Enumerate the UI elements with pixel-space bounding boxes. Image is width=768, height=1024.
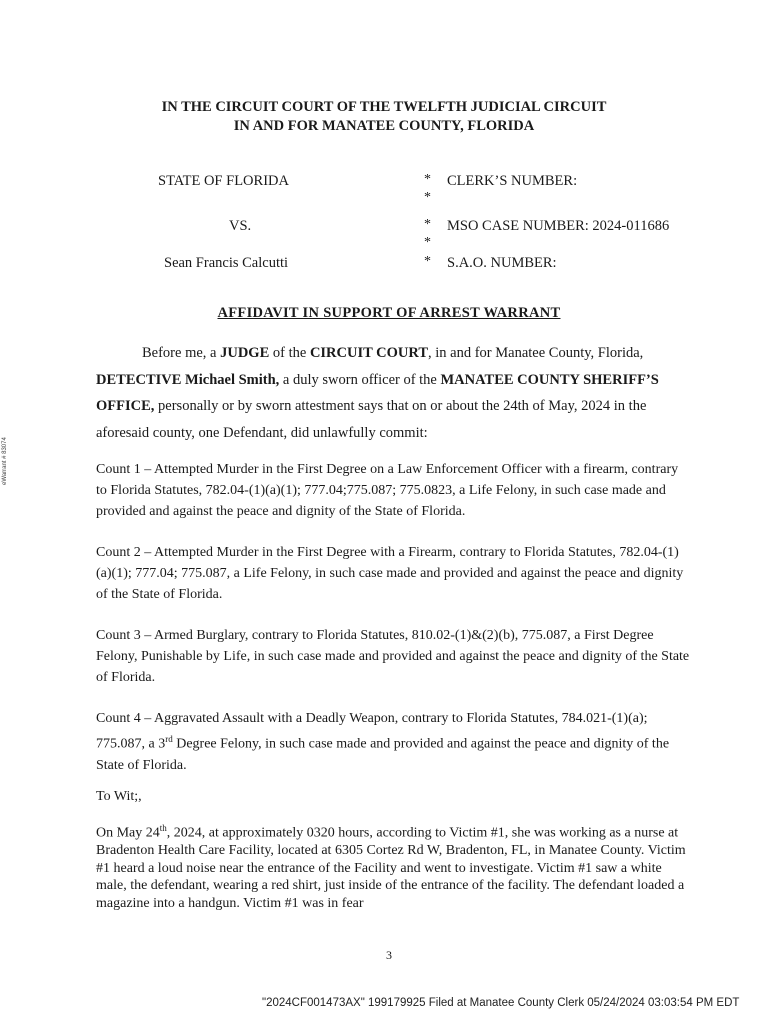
intro-text: of the: [269, 345, 310, 361]
caption-star: *: [424, 190, 431, 205]
court-header-line-2: IN AND FOR MANATEE COUNTY, FLORIDA: [233, 118, 535, 134]
clerk-number-label: CLERK’S NUMBER:: [447, 173, 578, 189]
intro-bold-agency: MANATEE COUNTY SHERIFF’S OFFICE,: [96, 371, 659, 414]
narrative-text: On May 24: [96, 825, 160, 841]
caption-star: *: [424, 254, 431, 269]
court-header: [0, 98, 768, 136]
intro-bold-officer-name: Michael Smith,: [185, 371, 280, 388]
narrative-superscript: th: [159, 823, 167, 833]
count-4-paragraph: [96, 708, 692, 776]
caption-star: *: [424, 172, 431, 187]
intro-bold-detective: DETECTIVE: [96, 371, 182, 388]
sao-number-label: S.A.O. NUMBER:: [447, 255, 557, 271]
versus-label: VS.: [229, 218, 252, 234]
side-stamp: eWarrant # 83074: [2, 437, 8, 485]
count-2-paragraph: Count 2 – Attempted Murder in the First Degree with a Firearm, contrary to Florida Statutes, 782.04-(1)(a)(1); 777.04; 775.087, a Life Felony, in such case made and provided and against the peace and dignity of the State of Florida.: [96, 545, 684, 602]
intro-bold-court: CIRCUIT COURT: [309, 345, 428, 361]
intro-text: , in and for Manatee County, Florida,: [428, 345, 644, 361]
caption-star: *: [424, 235, 431, 250]
caption-star: *: [424, 217, 431, 232]
defendant-name: Sean Francis Calcutti: [164, 255, 289, 271]
narrative-paragraph: [96, 820, 686, 912]
intro-bold-judge: JUDGE: [220, 345, 270, 361]
narrative-text: , 2024, at approximately 0320 hours, according to Victim #1, she was working as a nurse at Bradenton Health Care Facility, located at 6305 Cortez Rd W, Bradenton, FL, in Manatee County. Victim #1 heard a loud noise near the entrance of the Facility and went to investigate. Victim #1 saw a white male, the defendant, wearing a red shirt, just inside of the entrance of the facility. The defendant loaded a magazine into a handgun. Victim #1 was in fear: [96, 825, 686, 911]
count-4-superscript: rd: [165, 734, 173, 744]
intro-text: personally or by sworn attestment says that on or about the 24th of May, 2024 in the aforesaid county, one Defendant, did unlawfully commit:: [96, 398, 647, 441]
count-4-text: Degree Felony, in such case made and provided and against the peace and dignity of the State of Florida.: [96, 736, 670, 773]
to-wit-label: To Wit;,: [96, 789, 142, 804]
intro-text: Before me, a: [142, 345, 221, 361]
plaintiff-name: STATE OF FLORIDA: [158, 173, 289, 189]
mso-case-number: MSO CASE NUMBER: 2024-011686: [447, 218, 670, 234]
count-1-paragraph: Count 1 – Attempted Murder in the First Degree on a Law Enforcement Officer with a firearm, contrary to Florida Statutes, 782.04-(1)(a)(1); 777.04;775.087; 775.0823, a Life Felony, in such case made and provided and against the peace and dignity of the State of Florida.: [96, 462, 679, 519]
court-header-line-1: IN THE CIRCUIT COURT OF THE TWELFTH JUDICIAL CIRCUIT: [161, 99, 607, 115]
affidavit-title: AFFIDAVIT IN SUPPORT OF ARREST WARRANT: [217, 305, 561, 321]
page-number: 3: [386, 948, 392, 962]
filing-stamp: "2024CF001473AX" 199179925 Filed at Manatee County Clerk 05/24/2024 03:03:54 PM EDT: [262, 997, 740, 1009]
intro-text: a duly sworn officer of the: [279, 371, 441, 388]
count-4-text: Count 4 – Aggravated Assault with a Deadly Weapon, contrary to Florida Statutes, 784.021-(1)(a); 775.087, a 3: [96, 711, 648, 752]
count-3-paragraph: Count 3 – Armed Burglary, contrary to Florida Statutes, 810.02-(1)&(2)(b), 775.087, a First Degree Felony, Punishable by Life, in such case made and provided and against the peace and dignity of the State of Florida.: [96, 628, 690, 685]
intro-paragraph: [96, 340, 676, 446]
